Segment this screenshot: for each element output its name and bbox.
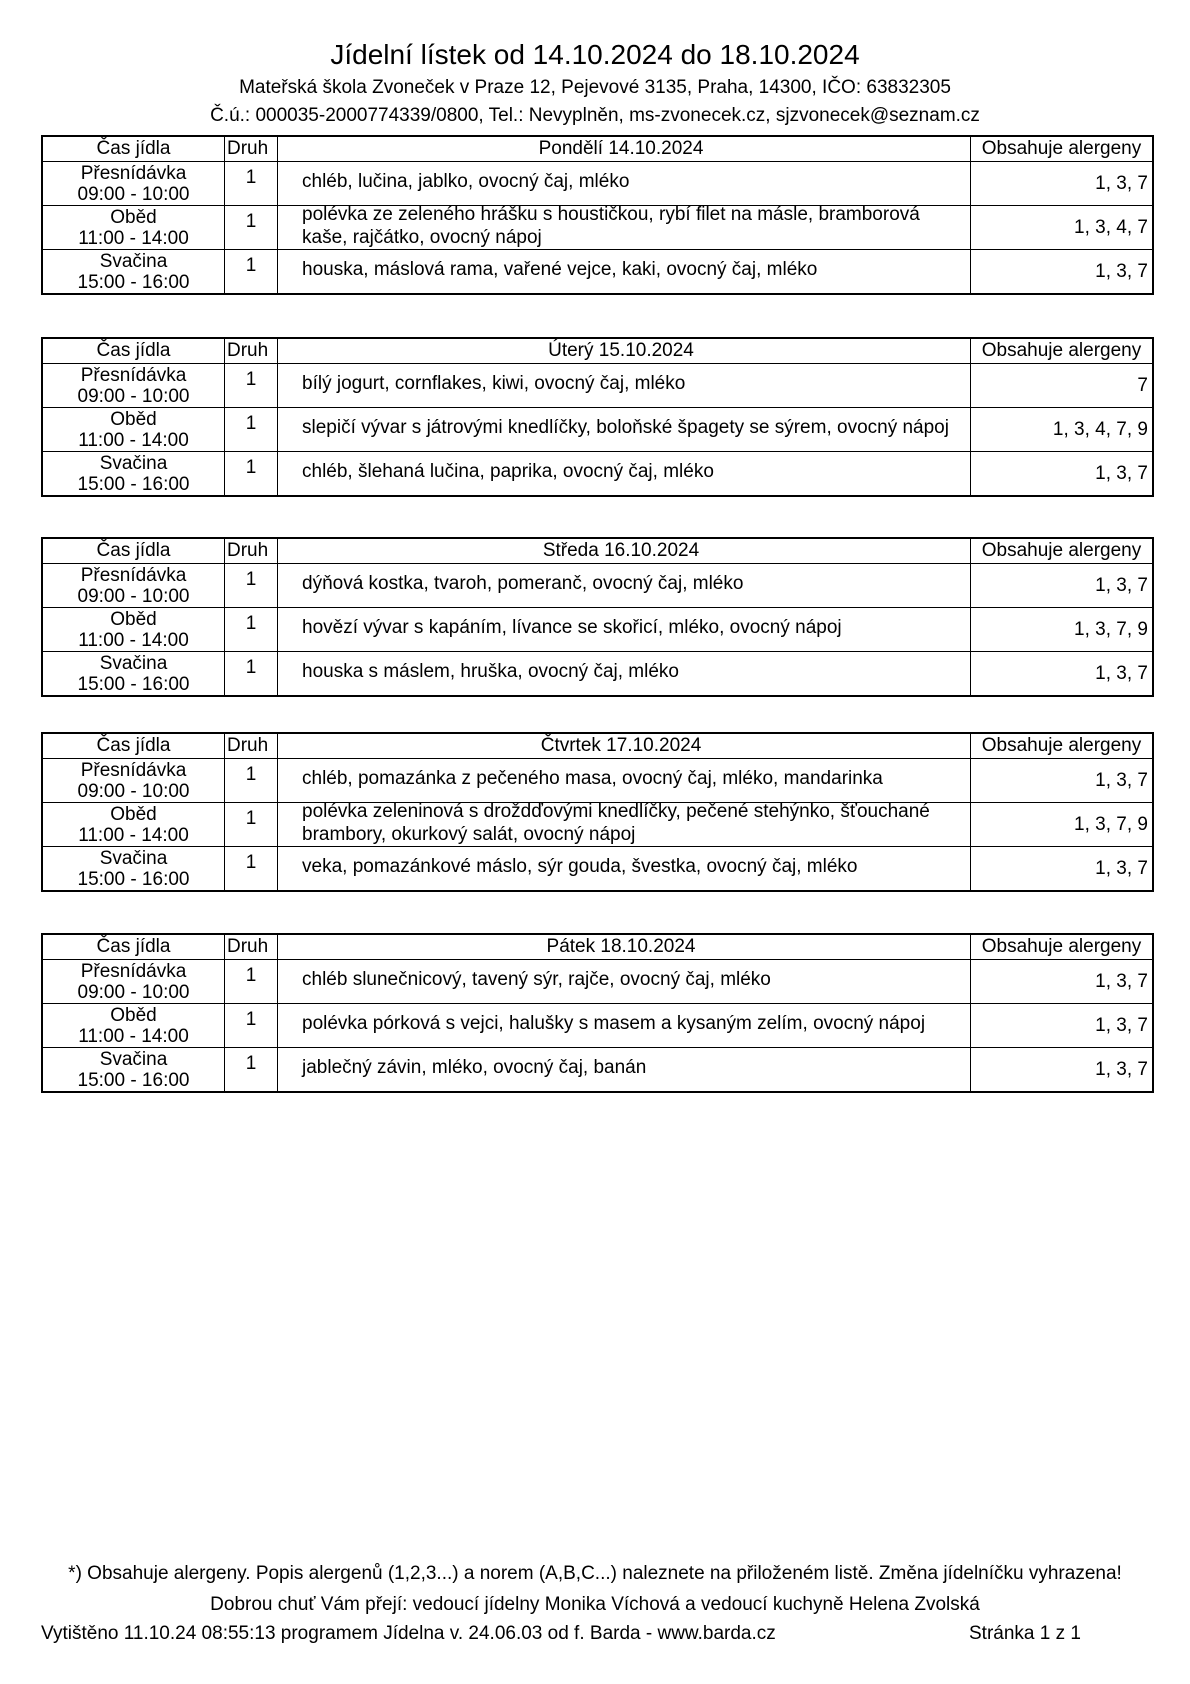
table-row — [42, 250, 1153, 295]
header-druh: Druh — [225, 538, 278, 564]
meal-allergens: 1, 3, 7 — [971, 652, 1154, 697]
meal-druh: 1 — [245, 807, 257, 829]
meal-time-cell — [42, 803, 225, 847]
meal-time-cell — [42, 608, 225, 652]
meal-name: Svačina — [99, 452, 168, 474]
meal-food: polévka zeleninová s droždďovými knedlíčky, pečené stehýnko, šťouchané brambory, okurkový salát, ovocný nápoj — [302, 802, 930, 845]
contact-info: Č.ú.: 000035-2000774339/0800, Tel.: Nevyplněn, ms-zvonecek.cz, sjzvonecek@seznam.cz — [210, 105, 980, 126]
meal-druh-cell — [225, 250, 278, 295]
meal-name: Svačina — [99, 1048, 168, 1070]
printed-info: Vytištěno 11.10.24 08:55:13 programem Jídelna v. 24.06.03 od f. Barda - www.barda.cz — [41, 1623, 776, 1644]
header-time: Čas jídla — [42, 733, 225, 759]
meal-druh-cell — [225, 652, 278, 697]
page-title: Jídelní lístek od 14.10.2024 do 18.10.2024 — [330, 39, 860, 70]
table-row — [42, 408, 1153, 452]
header-day-label: Pondělí 14.10.2024 — [278, 136, 971, 162]
meal-name: Svačina — [99, 250, 168, 272]
meal-druh-cell — [225, 206, 278, 250]
meal-druh: 1 — [245, 612, 257, 634]
meal-time: 09:00 - 10:00 — [77, 183, 190, 205]
meal-food: bílý jogurt, cornflakes, kiwi, ovocný čaj, mléko — [302, 373, 686, 394]
header-time: Čas jídla — [42, 136, 225, 162]
meal-food-cell — [278, 452, 971, 497]
allergen-note: *) Obsahuje alergeny. Popis alergenů (1,2,3...) a norem (A,B,C...) naleznete na přiloženém listě. Změna jídelníčku vyhrazena! — [68, 1563, 1122, 1584]
meal-time: 15:00 - 16:00 — [77, 271, 190, 293]
meal-druh-cell — [225, 960, 278, 1004]
meal-druh: 1 — [245, 210, 257, 232]
meal-food-cell — [278, 1048, 971, 1093]
meal-name: Svačina — [99, 652, 168, 674]
header-allergens: Obsahuje alergeny — [971, 338, 1154, 364]
meal-time-cell — [42, 564, 225, 608]
table-row — [42, 847, 1153, 892]
table-row — [42, 452, 1153, 497]
meal-time-cell — [42, 652, 225, 697]
meal-time: 15:00 - 16:00 — [77, 868, 190, 890]
meal-food: chléb, lučina, jablko, ovocný čaj, mléko — [302, 171, 630, 192]
table-row — [42, 206, 1153, 250]
meal-druh: 1 — [245, 763, 257, 785]
day-table — [41, 933, 1154, 1093]
table-row — [42, 652, 1153, 697]
meal-food-cell — [278, 206, 971, 250]
meal-food: polévka pórková s vejci, halušky s masem a kysaným zelím, ovocný nápoj — [302, 1013, 926, 1034]
meal-food-cell — [278, 162, 971, 206]
meal-druh: 1 — [245, 1008, 257, 1030]
meal-druh-cell — [225, 564, 278, 608]
meal-food-cell — [278, 250, 971, 295]
table-row — [42, 1048, 1153, 1093]
meal-time-cell — [42, 1004, 225, 1048]
table-header-row — [42, 338, 1153, 364]
header-allergens: Obsahuje alergeny — [971, 136, 1154, 162]
meal-food: chléb, šlehaná lučina, paprika, ovocný čaj, mléko — [302, 461, 714, 482]
meal-time: 11:00 - 14:00 — [78, 429, 189, 451]
school-info: Mateřská škola Zvoneček v Praze 12, Pejevové 3135, Praha, 14300, IČO: 63832305 — [239, 77, 951, 98]
meal-food-cell — [278, 364, 971, 408]
greeting: Dobrou chuť Vám přejí: vedoucí jídelny Monika Víchová a vedoucí kuchyně Helena Zvolská — [210, 1594, 980, 1615]
meal-name: Přesnídávka — [80, 162, 187, 184]
meal-name: Přesnídávka — [80, 564, 187, 586]
meal-time: 09:00 - 10:00 — [77, 385, 190, 407]
meal-time: 15:00 - 16:00 — [77, 1069, 190, 1091]
meal-food: chléb slunečnicový, tavený sýr, rajče, ovocný čaj, mléko — [302, 969, 771, 990]
header-day-label: Úterý 15.10.2024 — [278, 338, 971, 364]
table-header-row — [42, 733, 1153, 759]
meal-food: chléb, pomazánka z pečeného masa, ovocný čaj, mléko, mandarinka — [302, 768, 883, 789]
meal-name: Svačina — [99, 847, 168, 869]
meal-name: Přesnídávka — [80, 364, 187, 386]
meal-name: Oběd — [110, 1004, 157, 1026]
meal-allergens: 1, 3, 7 — [971, 1048, 1154, 1093]
meal-time: 09:00 - 10:00 — [77, 585, 190, 607]
meal-druh: 1 — [245, 851, 257, 873]
meal-druh-cell — [225, 364, 278, 408]
meal-druh-cell — [225, 847, 278, 892]
meal-time-cell — [42, 452, 225, 497]
day-table — [41, 537, 1154, 697]
meal-allergens: 1, 3, 7 — [971, 759, 1154, 803]
table-row — [42, 960, 1153, 1004]
table-row — [42, 162, 1153, 206]
meal-food: dýňová kostka, tvaroh, pomeranč, ovocný čaj, mléko — [302, 573, 744, 594]
meal-allergens: 1, 3, 7 — [971, 847, 1154, 892]
meal-food: slepičí vývar s játrovými knedlíčky, boloňské špagety se sýrem, ovocný nápoj — [302, 417, 949, 438]
meal-allergens: 1, 3, 7 — [971, 1004, 1154, 1048]
header-druh: Druh — [225, 733, 278, 759]
meal-time: 11:00 - 14:00 — [78, 227, 189, 249]
table-row — [42, 803, 1153, 847]
meal-druh: 1 — [245, 656, 257, 678]
meal-allergens: 1, 3, 7, 9 — [971, 608, 1154, 652]
header-allergens: Obsahuje alergeny — [971, 934, 1154, 960]
meal-druh-cell — [225, 1004, 278, 1048]
meal-time-cell — [42, 250, 225, 295]
meal-food-cell — [278, 759, 971, 803]
meal-name: Přesnídávka — [80, 759, 187, 781]
meal-time-cell — [42, 759, 225, 803]
meal-name: Oběd — [110, 803, 157, 825]
table-header-row — [42, 538, 1153, 564]
meal-name: Oběd — [110, 206, 157, 228]
meal-druh: 1 — [245, 166, 257, 188]
meal-time: 15:00 - 16:00 — [77, 473, 190, 495]
meal-druh-cell — [225, 162, 278, 206]
table-row — [42, 1004, 1153, 1048]
meal-time: 11:00 - 14:00 — [78, 629, 189, 651]
meal-druh-cell — [225, 1048, 278, 1093]
meal-druh: 1 — [245, 412, 257, 434]
day-table — [41, 337, 1154, 497]
meal-time-cell — [42, 960, 225, 1004]
table-row — [42, 364, 1153, 408]
meal-druh: 1 — [245, 1052, 257, 1074]
meal-food: jablečný závin, mléko, ovocný čaj, banán — [302, 1057, 647, 1078]
meal-allergens: 1, 3, 4, 7 — [971, 206, 1154, 250]
meal-food-cell — [278, 803, 971, 847]
meal-allergens: 1, 3, 7 — [971, 162, 1154, 206]
meal-name: Oběd — [110, 408, 157, 430]
meal-allergens: 1, 3, 7 — [971, 452, 1154, 497]
day-table — [41, 732, 1154, 892]
header-day-label: Středa 16.10.2024 — [278, 538, 971, 564]
header-time: Čas jídla — [42, 538, 225, 564]
meal-allergens: 7 — [971, 364, 1154, 408]
meal-food-cell — [278, 847, 971, 892]
meal-druh-cell — [225, 452, 278, 497]
page-number: Stránka 1 z 1 — [969, 1623, 1081, 1644]
header-allergens: Obsahuje alergeny — [971, 733, 1154, 759]
meal-time-cell — [42, 206, 225, 250]
table-header-row — [42, 136, 1153, 162]
meal-druh-cell — [225, 803, 278, 847]
meal-allergens: 1, 3, 7 — [971, 960, 1154, 1004]
header-time: Čas jídla — [42, 338, 225, 364]
meal-food: houska s máslem, hruška, ovocný čaj, mléko — [302, 661, 679, 682]
meal-druh: 1 — [245, 456, 257, 478]
table-row — [42, 608, 1153, 652]
meal-food: polévka ze zeleného hrášku s houstičkou, rybí filet na másle, bramborová kaše, rajčátko, ovocný nápoj — [302, 205, 920, 248]
meal-druh-cell — [225, 759, 278, 803]
meal-druh-cell — [225, 408, 278, 452]
meal-druh: 1 — [245, 254, 257, 276]
meal-name: Přesnídávka — [80, 960, 187, 982]
meal-druh: 1 — [245, 568, 257, 590]
header-druh: Druh — [225, 934, 278, 960]
meal-druh: 1 — [245, 964, 257, 986]
meal-food-cell — [278, 608, 971, 652]
meal-food: hovězí vývar s kapáním, lívance se skořicí, mléko, ovocný nápoj — [302, 617, 842, 638]
header-druh: Druh — [225, 338, 278, 364]
meal-time-cell — [42, 1048, 225, 1093]
meal-food-cell — [278, 564, 971, 608]
meal-time: 09:00 - 10:00 — [77, 981, 190, 1003]
meal-druh: 1 — [245, 368, 257, 390]
meal-druh-cell — [225, 608, 278, 652]
meal-time-cell — [42, 162, 225, 206]
meal-food: veka, pomazánkové máslo, sýr gouda, švestka, ovocný čaj, mléko — [302, 856, 858, 877]
meal-allergens: 1, 3, 7 — [971, 250, 1154, 295]
table-header-row — [42, 934, 1153, 960]
meal-time: 11:00 - 14:00 — [78, 1025, 189, 1047]
table-row — [42, 759, 1153, 803]
header-druh: Druh — [225, 136, 278, 162]
meal-food: houska, máslová rama, vařené vejce, kaki, ovocný čaj, mléko — [302, 259, 818, 280]
meal-time-cell — [42, 364, 225, 408]
meal-food-cell — [278, 652, 971, 697]
meal-allergens: 1, 3, 4, 7, 9 — [971, 408, 1154, 452]
meal-time: 09:00 - 10:00 — [77, 780, 190, 802]
meal-time-cell — [42, 847, 225, 892]
header-time: Čas jídla — [42, 934, 225, 960]
meal-name: Oběd — [110, 608, 157, 630]
meal-food-cell — [278, 960, 971, 1004]
header-allergens: Obsahuje alergeny — [971, 538, 1154, 564]
meal-allergens: 1, 3, 7 — [971, 564, 1154, 608]
day-table — [41, 135, 1154, 295]
meal-food-cell — [278, 1004, 971, 1048]
meal-time-cell — [42, 408, 225, 452]
header-day-label: Pátek 18.10.2024 — [278, 934, 971, 960]
meal-time: 15:00 - 16:00 — [77, 673, 190, 695]
meal-food-cell — [278, 408, 971, 452]
meal-time: 11:00 - 14:00 — [78, 824, 189, 846]
table-row — [42, 564, 1153, 608]
header-day-label: Čtvrtek 17.10.2024 — [278, 733, 971, 759]
meal-allergens: 1, 3, 7, 9 — [971, 803, 1154, 847]
